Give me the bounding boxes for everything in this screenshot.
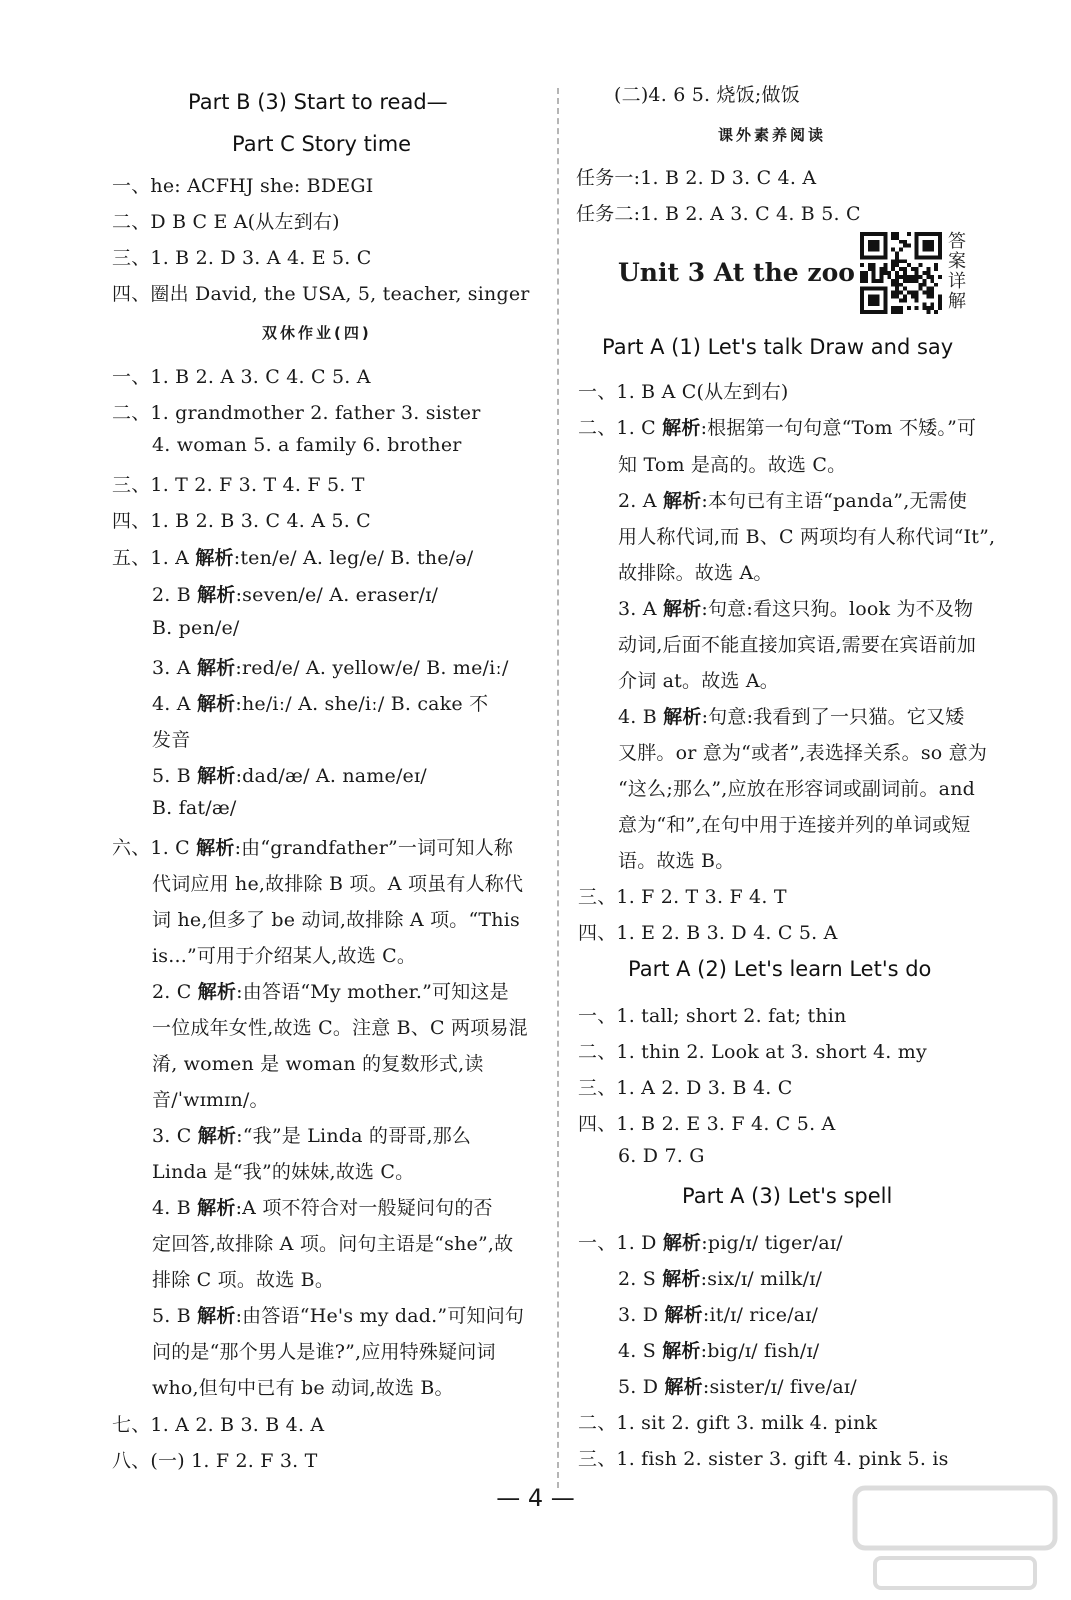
answer-line xyxy=(578,1109,835,1136)
line-text: 5. D xyxy=(618,1376,665,1398)
line-text: 淆, women 是 woman 的复数形式,读 xyxy=(152,1053,484,1075)
section-heading xyxy=(602,335,953,359)
answer-line xyxy=(112,362,371,389)
line-text: 七、1. A 2. B 3. B 4. A xyxy=(112,1414,325,1436)
line-text: 介词 at。故选 A。 xyxy=(618,670,779,692)
answer-line xyxy=(618,558,773,585)
analysis-label: 解析 xyxy=(664,1376,703,1398)
analysis-text: :句意:看这只狗。look 为不及物 xyxy=(701,598,974,620)
line-text: 三、1. B 2. D 3. A 4. E 5. C xyxy=(112,247,372,269)
analysis-label: 解析 xyxy=(196,693,236,715)
qr-label: 答案详解 xyxy=(948,231,966,312)
analysis-text: :根据第一句句意“Tom 不矮。”可 xyxy=(700,417,977,439)
line-text: 二、1. grandmother 2. father 3. sister xyxy=(112,402,481,424)
line-text: 2. C xyxy=(152,981,198,1003)
answer-line xyxy=(152,977,509,1004)
answer-line xyxy=(152,1301,524,1328)
analysis-label: 解析 xyxy=(663,706,702,728)
answer-line xyxy=(112,470,365,497)
answer-line xyxy=(152,797,237,819)
line-text: 2. S xyxy=(618,1268,663,1290)
analysis-text: :pig/ɪ/ tiger/aɪ/ xyxy=(701,1232,843,1254)
answer-line xyxy=(618,702,964,729)
answer-line xyxy=(112,398,481,425)
answer-line xyxy=(578,1001,847,1028)
line-text: 任务二:1. B 2. A 3. C 4. B 5. C xyxy=(576,203,861,225)
analysis-label: 解析 xyxy=(197,1197,236,1219)
answer-line xyxy=(152,1337,496,1364)
answer-line xyxy=(618,1300,818,1327)
answer-line xyxy=(152,905,520,932)
answer-line xyxy=(152,1157,414,1184)
line-text: “这么;那么”,应放在形容词或副词前。and xyxy=(618,778,975,800)
analysis-text: :“我”是 Linda 的哥哥,那么 xyxy=(236,1125,472,1147)
line-text: Linda 是“我”的妹妹,故选 C。 xyxy=(152,1161,415,1183)
analysis-text: :he/iː/ A. she/iː/ B. cake 不 xyxy=(235,693,489,715)
analysis-text: :ten/e/ A. leg/e/ B. the/ə/ xyxy=(233,547,474,569)
analysis-label: 解析 xyxy=(196,657,236,679)
answer-line xyxy=(618,594,973,621)
line-text: 六、1. C xyxy=(112,837,197,859)
subsection-heading xyxy=(718,124,826,145)
answer-line xyxy=(152,941,416,968)
column-divider xyxy=(557,88,559,1488)
line-text: 4. A xyxy=(152,693,197,715)
section-heading xyxy=(232,132,411,156)
line-text: 知 Tom 是高的。故选 C。 xyxy=(618,454,847,476)
analysis-text: :句意:我看到了一只猫。它又矮 xyxy=(701,706,965,728)
line-text: 问的是“那个男人是谁?”,应用特殊疑问词 xyxy=(152,1341,496,1363)
line-text: 语。故选 B。 xyxy=(618,850,735,872)
answer-line xyxy=(618,810,970,837)
analysis-label: 解析 xyxy=(196,837,235,859)
answer-line xyxy=(152,1373,454,1400)
section-heading xyxy=(628,957,931,981)
answer-line xyxy=(152,1229,513,1256)
analysis-label: 解析 xyxy=(197,765,236,787)
analysis-text: :由答语“My mother.”可知这是 xyxy=(236,981,509,1003)
answer-line xyxy=(618,1336,819,1363)
analysis-text: :red/e/ A. yellow/e/ B. me/iː/ xyxy=(235,657,509,679)
answer-line xyxy=(112,1446,318,1473)
line-text: 3. D xyxy=(618,1304,665,1326)
answer-line xyxy=(112,279,530,306)
line-text: Part C Story time xyxy=(232,132,412,156)
section-heading xyxy=(682,1184,892,1208)
line-text: is...”可用于介绍某人,故选 C。 xyxy=(152,945,417,967)
line-text: (二)4. 6 5. 烧饭;做饭 xyxy=(614,84,800,106)
answer-line xyxy=(112,1410,324,1437)
answer-line xyxy=(152,653,509,680)
analysis-text: :由“grandfather”一词可知人称 xyxy=(234,837,514,859)
answer-line xyxy=(152,761,427,788)
line-text: 3. C xyxy=(152,1125,198,1147)
answer-line xyxy=(578,1228,843,1255)
line-text: 四、圈出 David, the USA, 5, teacher, singer xyxy=(112,283,530,305)
answer-line xyxy=(578,1408,877,1435)
watermark-logo-icon xyxy=(845,1480,1065,1595)
answer-line xyxy=(152,1193,493,1220)
line-text: 意为“和”,在句中用于连接并列的单词或短 xyxy=(618,814,971,836)
answer-line xyxy=(112,543,473,570)
line-text: 4. woman 5. a family 6. brother xyxy=(152,434,462,456)
page-number: — 4 — xyxy=(496,1484,575,1512)
line-text: 用人称代词,而 B、C 两项均有人称代词“It”, xyxy=(618,526,996,548)
line-text: 一、he: ACFHJ she: BDEGI xyxy=(112,175,374,197)
line-text: 三、1. fish 2. sister 3. gift 4. pink 5. is xyxy=(578,1448,949,1470)
line-text: 动词,后面不能直接加宾语,需要在宾语前加 xyxy=(618,634,977,656)
line-text: 一、1. D xyxy=(578,1232,663,1254)
answer-line xyxy=(618,666,779,693)
line-text: 故排除。故选 A。 xyxy=(618,562,773,584)
analysis-text: :it/ɪ/ rice/aɪ/ xyxy=(702,1304,819,1326)
answer-line xyxy=(576,199,861,226)
answer-line xyxy=(578,413,976,440)
line-text: 二、1. sit 2. gift 3. milk 4. pink xyxy=(578,1412,878,1434)
answer-line xyxy=(152,434,462,456)
line-text: 6. D 7. G xyxy=(618,1145,705,1167)
line-text: 一、1. B A C(从左到右) xyxy=(578,381,789,403)
answer-line xyxy=(618,486,967,513)
line-text: 3. A xyxy=(152,657,197,679)
answer-line xyxy=(152,1013,528,1040)
line-text: 5. B xyxy=(152,765,198,787)
line-text: Part A (3) Let's spell xyxy=(682,1184,893,1208)
line-text: 三、1. A 2. D 3. B 4. C xyxy=(578,1077,793,1099)
analysis-text: :dad/æ/ A. name/eɪ/ xyxy=(235,765,427,787)
line-text: 课外素养阅读 xyxy=(718,126,827,144)
line-text: 二、D B C E A(从左到右) xyxy=(112,211,340,233)
answer-line xyxy=(152,1121,471,1148)
analysis-text: :big/ɪ/ fish/ɪ/ xyxy=(700,1340,820,1362)
line-text: 三、1. F 2. T 3. F 4. T xyxy=(578,886,787,908)
line-text: who,但句中已有 be 动词,故选 B。 xyxy=(152,1377,454,1399)
qr-code-icon[interactable] xyxy=(860,232,942,314)
analysis-label: 解析 xyxy=(662,1268,701,1290)
line-text: 任务一:1. B 2. D 3. C 4. A xyxy=(576,167,817,189)
analysis-label: 解析 xyxy=(664,1304,703,1326)
analysis-label: 解析 xyxy=(197,981,237,1003)
analysis-label: 解析 xyxy=(197,1125,237,1147)
answer-line xyxy=(578,377,789,404)
answer-line xyxy=(152,617,240,639)
analysis-label: 解析 xyxy=(662,598,702,620)
line-text: 双休作业(四) xyxy=(262,324,372,342)
line-text: 二、1. C xyxy=(578,417,663,439)
line-text: 排除 C 项。故选 B。 xyxy=(152,1269,335,1291)
line-text: B. fat/æ/ xyxy=(152,797,237,819)
answer-line xyxy=(618,774,975,801)
line-text: 二、1. thin 2. Look at 3. short 4. my xyxy=(578,1041,927,1063)
line-text: 4. B xyxy=(152,1197,198,1219)
line-text: 四、1. B 2. B 3. C 4. A 5. C xyxy=(112,510,371,532)
answer-line xyxy=(618,450,846,477)
answer-line xyxy=(152,1085,269,1112)
answer-line xyxy=(112,833,513,860)
answer-line xyxy=(618,738,987,765)
answer-line xyxy=(614,80,800,107)
line-text: 三、1. T 2. F 3. T 4. F 5. T xyxy=(112,474,365,496)
line-text: Part B (3) Start to read— xyxy=(188,90,448,114)
answer-line xyxy=(618,522,995,549)
line-text: 4. B xyxy=(618,706,664,728)
line-text: 五、1. A xyxy=(112,547,196,569)
analysis-text: :sister/ɪ/ five/aɪ/ xyxy=(702,1376,857,1398)
answer-line xyxy=(112,171,373,198)
line-text: 一位成年女性,故选 C。注意 B、C 两项易混 xyxy=(152,1017,528,1039)
analysis-label: 解析 xyxy=(195,547,234,569)
answer-line xyxy=(576,163,816,190)
answer-line xyxy=(152,1049,484,1076)
answer-line xyxy=(112,243,372,270)
answer-line xyxy=(152,869,523,896)
analysis-label: 解析 xyxy=(662,1340,701,1362)
line-text: 词 he,但多了 be 动词,故排除 A 项。“This xyxy=(152,909,520,931)
analysis-text: :本句已有主语“panda”,无需使 xyxy=(701,490,968,512)
answer-line xyxy=(112,207,340,234)
line-text: 5. B xyxy=(152,1305,198,1327)
subsection-heading xyxy=(262,322,372,343)
analysis-label: 解析 xyxy=(662,1232,702,1254)
answer-line xyxy=(578,1073,792,1100)
line-text: 发音 xyxy=(152,729,191,751)
answer-line xyxy=(618,1264,822,1291)
section-heading xyxy=(188,90,448,114)
line-text: 四、1. E 2. B 3. D 4. C 5. A xyxy=(578,922,838,944)
answer-line xyxy=(152,725,190,752)
answer-line xyxy=(578,1037,927,1064)
line-text: 2. A xyxy=(618,490,663,512)
analysis-text: :A 项不符合对一般疑问句的否 xyxy=(235,1197,493,1219)
answer-line xyxy=(618,1372,857,1399)
analysis-label: 解析 xyxy=(662,417,701,439)
analysis-text: :由答语“He's my dad.”可知问句 xyxy=(235,1305,525,1327)
line-text: Part A (1) Let's talk Draw and say xyxy=(602,335,954,359)
line-text: B. pen/e/ xyxy=(152,617,240,639)
answer-line xyxy=(578,882,787,909)
line-text: 音/ˈwɪmɪn/。 xyxy=(152,1089,269,1111)
answer-line xyxy=(618,1145,705,1167)
line-text: 代词应用 he,故排除 B 项。A 项虽有人称代 xyxy=(152,873,524,895)
line-text: 定回答,故排除 A 项。问句主语是“she”,故 xyxy=(152,1233,514,1255)
analysis-text: :seven/e/ A. eraser/ɪ/ xyxy=(235,584,439,606)
line-text: Unit 3 At the zoo xyxy=(618,258,855,287)
analysis-label: 解析 xyxy=(197,1305,236,1327)
answer-line xyxy=(112,506,371,533)
unit-title xyxy=(618,258,855,287)
line-text: 四、1. B 2. E 3. F 4. C 5. A xyxy=(578,1113,836,1135)
analysis-label: 解析 xyxy=(662,490,702,512)
line-text: 一、1. tall; short 2. fat; thin xyxy=(578,1005,847,1027)
answer-line xyxy=(618,846,734,873)
line-text: 2. B xyxy=(152,584,198,606)
answer-line xyxy=(578,1444,949,1471)
line-text: 4. S xyxy=(618,1340,663,1362)
analysis-label: 解析 xyxy=(197,584,236,606)
line-text: 又胖。or 意为“或者”,表选择关系。so 意为 xyxy=(618,742,988,764)
answer-line xyxy=(578,918,838,945)
line-text: 3. A xyxy=(618,598,663,620)
answer-line xyxy=(152,689,488,716)
answer-line xyxy=(152,580,438,607)
line-text: 八、(一) 1. F 2. F 3. T xyxy=(112,1450,318,1472)
answer-line xyxy=(618,630,976,657)
analysis-text: :six/ɪ/ milk/ɪ/ xyxy=(700,1268,823,1290)
answer-line xyxy=(152,1265,334,1292)
line-text: 一、1. B 2. A 3. C 4. C 5. A xyxy=(112,366,371,388)
line-text: Part A (2) Let's learn Let's do xyxy=(628,957,932,981)
